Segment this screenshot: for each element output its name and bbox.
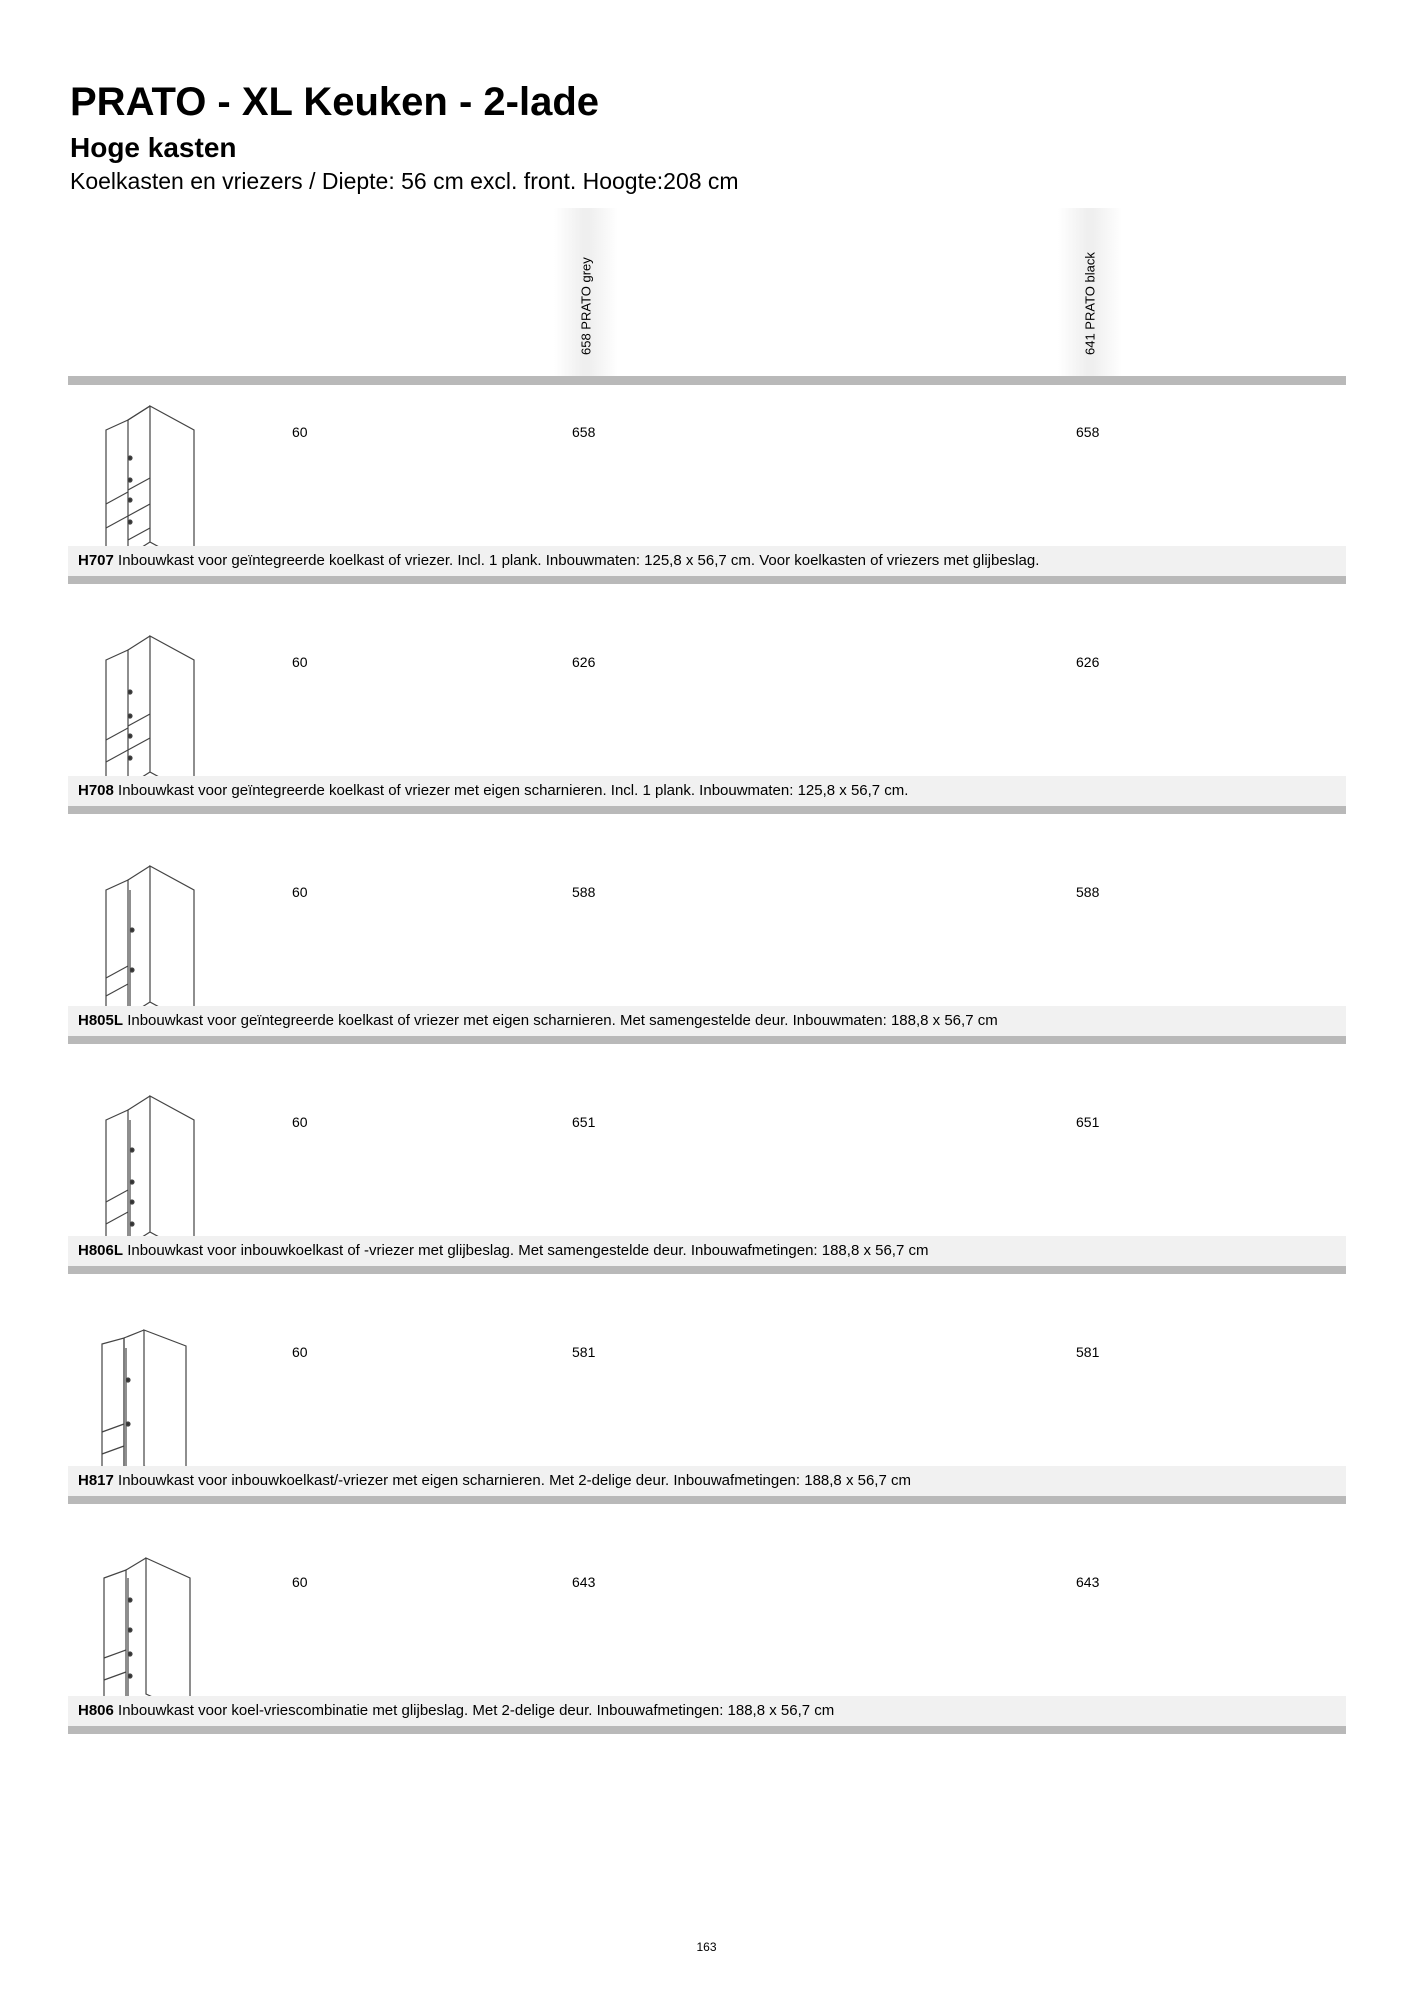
width-value: 60	[292, 1114, 308, 1130]
column-header-grey-label: 658 PRATO grey	[578, 257, 594, 355]
price-black: 626	[1076, 654, 1100, 670]
product-text: Inbouwkast voor inbouwkoelkast of -vriezer met glijbeslag. Met samengestelde deur. Inbouwafmetingen: 188,8 x 56,7 cm	[127, 1242, 929, 1259]
price-grey: 581	[572, 1344, 596, 1360]
width-value: 60	[292, 424, 308, 440]
cabinet-drawing-icon	[94, 1550, 214, 1720]
cabinet-drawing-icon	[94, 1320, 214, 1490]
column-header-black	[1058, 208, 1122, 376]
product-row	[68, 1082, 1346, 1312]
product-code: H708	[78, 782, 114, 799]
product-row	[68, 852, 1346, 1082]
price-grey: 626	[572, 654, 596, 670]
product-text: Inbouwkast voor geïntegreerde koelkast of vriezer met eigen scharnieren. Incl. 1 plank. Inbouwmaten: 125,8 x 56,7 cm.	[118, 782, 909, 799]
cabinet-drawing-icon	[94, 400, 214, 570]
price-grey: 658	[572, 424, 596, 440]
section-description: Koelkasten en vriezers / Diepte: 56 cm excl. front. Hoogte:208 cm	[70, 168, 739, 194]
row-divider	[68, 1036, 1346, 1044]
product-row	[68, 1542, 1346, 1772]
width-value: 60	[292, 654, 308, 670]
row-divider	[68, 576, 1346, 584]
price-black: 651	[1076, 1114, 1100, 1130]
product-description	[68, 1696, 1346, 1726]
cabinet-drawing-icon	[94, 1090, 214, 1260]
product-row	[68, 392, 1346, 622]
width-value: 60	[292, 1344, 308, 1360]
product-text: Inbouwkast voor geïntegreerde koelkast of vriezer met eigen scharnieren. Met samengestelde deur. Inbouwmaten: 188,8 x 56,7 cm	[127, 1012, 998, 1029]
page-number: 163	[696, 1940, 717, 1954]
product-text: Inbouwkast voor koel-vriescombinatie met glijbeslag. Met 2-delige deur. Inbouwafmetingen: 188,8 x 56,7 cm	[118, 1702, 835, 1719]
product-row	[68, 622, 1346, 852]
product-text: Inbouwkast voor geïntegreerde koelkast of vriezer. Incl. 1 plank. Inbouwmaten: 125,8 x 56,7 cm. Voor koelkasten of vriezers met glijbeslag.	[118, 552, 1040, 569]
section-subtitle: Hoge kasten	[70, 132, 237, 163]
price-black: 581	[1076, 1344, 1100, 1360]
product-code: H806L	[78, 1242, 124, 1259]
price-black: 643	[1076, 1574, 1100, 1590]
cabinet-drawing-icon	[94, 630, 214, 800]
price-black: 658	[1076, 424, 1100, 440]
width-value: 60	[292, 1574, 308, 1590]
row-divider	[68, 1496, 1346, 1504]
product-text: Inbouwkast voor inbouwkoelkast/-vriezer met eigen scharnieren. Met 2-delige deur. Inbouwafmetingen: 188,8 x 56,7 cm	[118, 1472, 911, 1489]
price-black: 588	[1076, 884, 1100, 900]
column-header-black-label: 641 PRATO black	[1082, 252, 1098, 355]
product-description	[68, 776, 1346, 806]
page-title: PRATO - XL Keuken - 2-lade	[70, 80, 600, 124]
width-value: 60	[292, 884, 308, 900]
product-description	[68, 546, 1346, 576]
cabinet-drawing-icon	[94, 860, 214, 1030]
price-grey: 588	[572, 884, 596, 900]
product-row	[68, 1312, 1346, 1542]
product-description	[68, 1466, 1346, 1496]
row-divider	[68, 806, 1346, 814]
product-description	[68, 1006, 1346, 1036]
product-code: H805L	[78, 1012, 124, 1029]
product-code: H806	[78, 1702, 114, 1719]
header-divider	[68, 376, 1346, 385]
row-divider	[68, 1726, 1346, 1734]
product-code: H817	[78, 1472, 114, 1489]
column-header-grey	[554, 208, 618, 376]
price-grey: 651	[572, 1114, 596, 1130]
row-divider	[68, 1266, 1346, 1274]
product-code: H707	[78, 552, 114, 569]
price-grey: 643	[572, 1574, 596, 1590]
product-description	[68, 1236, 1346, 1266]
